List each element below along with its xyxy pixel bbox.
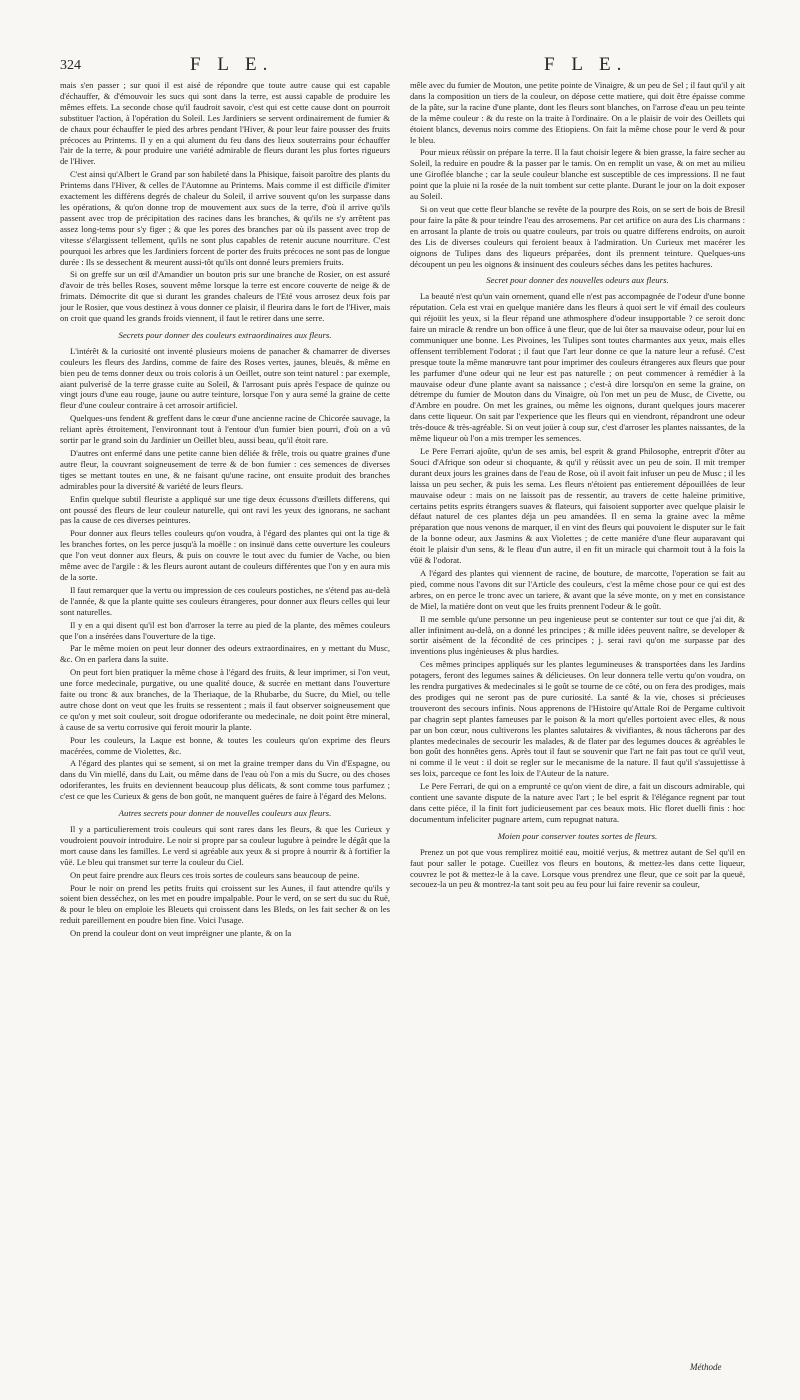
paragraph: On prend la couleur dont on veut impréigner une plante, & on la [70,928,292,939]
section-heading: Secrets pour donner des couleurs extraordinaires aux fleurs. [118,329,332,340]
running-head-left: F L E. [190,54,274,75]
section-heading: Autres secrets pour donner de nouvelles couleurs aux fleurs. [118,808,332,819]
paragraph: Il me semble qu'une personne un peu ingenieuse peut se contenter sur tout ce que j'ai dit, & aller infiniment au-delà, on a donné les principes ; & mille idées peuvent naître, se developer & sortir aisément de la fécondité de ces principes ; j. serai ravi qu'on me surpasse par des inventions plus ingénieuses & plus hardies. [410,613,745,657]
paragraph: Le Pere Ferrari, de qui on a emprunté ce qu'on vient de dire, a fait un discours admirable, qui contient une savante dispute de la nature avec l'art ; le bel esprit & l'élégance regnent par tout dans cette piéce, il la finit fort judicieusement par ces beaux mots. Hic floret duelli finis : hoc documentum infeliciter pugnare artem, cum repugnat natura. [410,781,745,824]
paragraph: A l'égard des plantes qui se sement, si on met la graine tremper dans du Vin d'Espagne, ou dans du Vin miellé, dans du Lait, ou même dans de l'eau où l'on a mis du Sucre, ou des choses odoriferantes, les fruits en deviennent beaucoup plus délicats, & sont comme tous parfumez ; c'est ce que les Curieux & gens de bon goût, ne manquent guéres de faire à l'égard des Melons. [60,758,390,802]
catchword: Méthode [690,1362,722,1372]
paragraph: Pour les couleurs, la Laque est bonne, & toutes les couleurs qu'on exprime des fleurs macérées, comme de Violettes, &c. [60,734,390,756]
paragraph: On peut fort bien pratiquer la même chose à l'égard des fruits, & leur imprimer, si l'on veut, une force medecinale, purgative, ou une qualité douce, & sucrée en mettant dans l'ouverture faite ou tronc & aux branches, de la Theriaque, de la Rhubarbe, du Sucre, du Miel, ou telle autre chose dont on veut que les fruits se ressentent ; mais il faut observer soigneusement que ce qu'on y met soit couleur, soit drogue odoriferante ou medecinale, ne doit point être mineral, à cause de sa vertu corrosive qui feroit mourir la plante. [60,667,390,732]
page-number: 324 [60,58,81,73]
section-heading: Moien pour conserver toutes sortes de fleurs. [497,830,658,841]
left-column [60,80,390,1380]
paragraph: Ces mêmes principes appliqués sur les plantes legumineuses & transportées dans les Jardins potagers, feront des legumes saines & délicieuses. On leur donnera telle vertu qu'on voudra, on les rendra purgatives & medecinales si le goût se tourne de ce côté, ou on fera des prodiges, mais des prodiges qui ne seront pas de pure curiosité. La santé & la vie, choses si précieuses trouveront des secours infinis. Nous apprenons de l'Histoire qu'Attale Roi de Pergame cultivoit par chagrin sept plantes fameuses par le poison & la mort qu'elles portoient avec elles, & nous par un bon cœur, nous cultiverons les plantes salutaires & vivifiantes, & nous tâcherons par des plantes medecinales de secourir les malades, & de flater par des legumes douces & agréables le bon goût des honnêtes gens. Après tout il faut se souvenir que l'art ne fait pas tout ce qu'il veut, ni comme il le veut : il doit se regler sur le mecanisme de la nature. Il faut qu'il s'assujettisse à ses loix, parceque ce font les loix de l'Auteur de la nature. [410,659,745,779]
paragraph: Pour mieux réüssir on prépare la terre. Il la faut choisir legere & bien grasse, la faire secher au Soleil, la reduire en poudre & la passer par le tamis. On en remplit un vase, & on met au milieu une Giroflée blanche ; car la seule couleur blanche est susceptible de ces impressions. Il ne faut point que la pluie ni la rosée de la nuit tombent sur cette plante. Durant le jour on la doit exposer au Soleil. [410,147,745,202]
paragraph: C'est ainsi qu'Albert le Grand par son habileté dans la Phisique, faisoit paroître des plants du Printems dans l'Hiver, & celles de l'Automne au Printems. Mais comme il est difficile d'imiter exactement les différens degrés de chaleur du Soleil, il arrive souvent qu'on les surpasse dans les opérations, & qu'on donne trop de mouvement aux sucs de la terre, d'où il arrive qu'ils passent avec trop de précipitation des racines dans les branches, & qu'ils ne s'y arrêtent pas assez long-tems pour s'y figer ; & que les pores des branches par où ils passent avec trop de vitesse s'élargissent tellement, qu'ils ne sont plus capables de retenir aucune nourriture. C'est pourquoi les arbres que les Jardiniers forcent de porter des fruits précoces ne sont pas de longue durée : Ils se dessechent & meurent aussi-tôt qu'ils ont donné leurs premiers fruits. [60,169,390,267]
section-heading: Secret pour donner des nouvelles odeurs aux fleurs. [486,275,669,286]
paragraph: Pour le noir on prend les petits fruits qui croissent sur les Aunes, il faut attendre qu'ils y soient bien desséchez, on les met en poudre impalpable. Pour le verd, on se sert du suc du Ruë, & pour le bleu on emploie les Bleuets qui croissent dans les Bleds, on les fait secher & on les reduit pareillement en poudre bien fine. Voici l'usage. [60,882,390,926]
paragraph: Enfin quelque subtil fleuriste a appliqué sur une tige deux écussons d'œillets differens, qui ont poussé des fleurs de leur couleur naturelle, qui ont ravi les yeux des ignorans, ne sachant pas la cause de ces diverses peintures. [60,493,390,526]
paragraph: mais s'en passer ; sur quoi il est aisé de répondre que toute autre cause qui est capable d'échauffer, & d'émouvoir les sucs qui sont dans la terre, est aussi capable de produire les mêmes effets. La seconde chose qu'il faudroit savoir, c'est qui est cette cause dont on pourroit substituer l'action, à l'opération du Soleil. Les Jardiniers se servent ordinairement de fumier & de chaux pour échauffer le pied des arbres pendant l'Hiver, & pour leur faire pousser des fruits précoces au Printems. Il y en a qui alument du feu dans des lieux souterrains pour échauffer l'air de la terre, & pour produire une variété admirable de fleurs durant les plus fortes rigueurs de l'Hiver. [60,80,390,167]
paragraph: Si on greffe sur un œil d'Amandier un bouton pris sur une branche de Rosier, on est assuré d'avoir de très belles Roses, souvent même lorsque la terre est encore couverte de neige & de frimats. Démocrite dit que si durant les grandes chaleurs de l'Eté vous arrosez deux fois par jour le Rosier, que vous destinez à vous donner ce plaisir, il fleurira dans le fort de l'Hiver, mais on croit que quand les grands froids viennent, il faut le retirer dans une serre. [60,269,390,324]
paragraph: A l'égard des plantes qui viennent de racine, de bouture, de marcotte, l'operation se fait au pied, comme nous l'avons dit sur l'Article des couleurs, c'est la même chose pour ce qui est des arbres, on en perce le tronc avec un tariere, & avant que la séve monte, on y met en consistance de Miel, la matiére dont on veut que les fruits prennent l'odeur & le goût. [410,567,745,611]
paragraph: Il y a particulierement trois couleurs qui sont rares dans les fleurs, & que les Curieux y voudroient pouvoir introduire. Le noir si propre par sa couleur lugubre à peindre le dégât que la mort cause dans les familles. Le verd si agréable aux yeux & si propre à nourrir & à fortifier la vûë. Le bleu qui transmet sur terre la couleur du Ciel. [60,824,390,867]
page-header [0,54,800,80]
running-head-right: F L E. [544,54,628,75]
paragraph: Par le même moien on peut leur donner des odeurs extraordinaires, en y mettant du Musc, &c. On en parlera dans la suite. [60,643,390,665]
right-column [410,80,745,1380]
paragraph: Prenez un pot que vous remplirez moitié eau, moitié verjus, & mettrez autant de Sel qu'il en faut pour saller le potage. Cueillez vos fleurs en boutons, & mettez-les dans cette liqueur, couvrez le pot & mettez-le à la cave. Lorsque vous prendrez une fleur, que ce soit par la queuë, secouez-la un peu & montrez-la tant soit peu au feu pour lui faire revenir sa couleur, [410,846,745,890]
paragraph: Il faut remarquer que la vertu ou impression de ces couleurs postiches, ne s'étend pas au-delà de l'année, & que la plante quitte ses couleurs étrangeres, pour donner aux fleurs celles qui leur sont naturelles. [60,584,390,617]
paragraph: D'autres ont enfermé dans une petite canne bien déliée & frêle, trois ou quatre graines d'une autre fleur, la couvrant soigneusement de terre & de bon fumier : ces semences de diverses tiges se mettant toutes en une, & ne faisant qu'une racine, ont ensuite produit des branches admirables pour la diversité & variété de leurs fleurs. [60,448,390,491]
paragraph: Si on veut que cette fleur blanche se revête de la pourpre des Rois, on se sert de bois de Bresil pour faire la pâte & pour teindre l'eau des arrosemens. Par cet artifice on aura des Lis charmans : en arrosant la plante de trois ou quatre couleurs, par trois ou quatre differens endroits, on auroit des Lis de diverses couleurs qui feroient beaux à l'admiration. Un Curieux met macérer les oignons de Tulipes dans des liqueurs préparées, dont ils prennent teinture. Quelques-uns découpent un peu les oignons & insinuent des couleurs séches dans les petites hachures. [410,203,745,269]
paragraph: Pour donner aux fleurs telles couleurs qu'on voudra, à l'égard des plantes qui ont la tige & les branches fortes, on les perce jusqu'à la moëlle : on insinuë dans cette ouverture les couleurs que l'on veut donner aux fleurs, & puis on couvre le tout avec du fumier de Vache, ou bien même avec de l'argile : & les fleurs auront autant de couleurs différentes que l'on y en aura mis de la sorte. [60,528,390,582]
paragraph: La beauté n'est qu'un vain ornement, quand elle n'est pas accompagnée de l'odeur d'une bonne réputation. Cela est vrai en quelque maniére dans les fleurs à quoi sert le vif émail des couleurs qui réjoüit les yeux, si la fleur répand une athmosphere d'odeur insupportable ? ce seroit donc faire un miracle & rendre un bon office à une fleur, que de lui ôter sa mauvaise odeur, pour lui en communiquer une bonne. Les Pivoines, les Tulipes sont toutes charmantes aux yeux, mais elles offensent terriblement l'odorat ; il faut que l'art leur donne ce que la nature leur a refusé. C'est presque toute la même manœuvre tant pour imprimer des couleurs étrangeres aux fleurs que pour les parfumer d'une odeur qui ne leur est pas naturelle ; on peut commencer à remédier à la mauvaise odeur d'une plante avant sa naissance ; c'est-à dire lorsqu'on en seme la graine, on détrempe du fumier de Mouton dans du Vinaigre, où l'on met un peu de Musc, de Civette, ou d'Ambre en poudre. On met les graines, ou même les oignons, durant quelques jours macerer dans cette liqueur. On sait par l'experience que les fleurs qui en viendront, répandront une odeur très-douce & très-agréable. Si on veut joüer à coup sur, c'est d'arroser les plantes naissantes, de la même liqueur où l'on a mis tremper les semences. [410,291,745,444]
paragraph: mêle avec du fumier de Mouton, une petite pointe de Vinaigre, & un peu de Sel ; il faut qu'il y ait dans la composition un tiers de la couleur, on dépose cette matiere, qui doit être épaisse comme de la pâte, sur la racine d'une plante, dont les fleurs sont blanches, on l'arrose d'eau un peu teinte de la même couleur : & du reste on la traite à l'ordinaire. On a le plaisir de voir des Oeillets qui étoient blancs, devenus noirs comme des Etiopiens. On fait la même chose pour le verd & pour le bleu. [410,80,745,145]
paragraph: Quelques-uns fendent & greffent dans le cœur d'une ancienne racine de Chicorée sauvage, la reliant après étroitement, l'environnant tout à l'entour d'un fumier bien pourri, d'où on a vû sortir par le grand soin du Jardinier un Oeillet bleu, aussi beau, qu'il étoit rare. [60,413,390,446]
paragraph: On peut faire prendre aux fleurs ces trois sortes de couleurs sans beaucoup de peine. [70,869,360,880]
paragraph: L'intérêt & la curiosité ont inventé plusieurs moiens de panacher & chamarrer de diverses couleurs les fleurs des Jardins, comme de faire des Roses vertes, jaunes, bleuës, & même en bien peu de tems donner deux ou trois coloris à un Oeillet, outre son teint naturel : par exemple, aiant pulverisé de la terre grasse cuite au Soleil, & l'arrosant puis après l'espace de quinze ou vingt jours d'une eau rouge, jaune ou autre teinture, lorsque l'on y aura semé la graine de cette fleur d'une couleur contraire à cet arrosoir artificiel. [60,345,390,411]
paragraph: Le Pere Ferrari ajoûte, qu'un de ses amis, bel esprit & grand Philosophe, entreprit d'ôter au Souci d'Afrique son odeur si choquante, & qu'il y réüssit avec un peu de soin. Il mit tremper durant deux jours les graines dans de l'eau de Rose, où il avoit fait infuser un peu de Musc ; il les laissa un peu secher, & puis les sema. Les fleurs n'étoient pas entierement dépouillées de leur mauvaise odeur : mais on ne laissoit pas de ressentir, au travers de cette haleine primitive, certains petits esprits étrangers suaves & flateurs, qui faisoient supporter avec quelque plaisir le défaut naturel de ces plantes déja un peu amandées. Il en sema la graine avec la même préparation que nous venons de marquer, il en vint des fleurs qui pouvoient le disputer sur le fait de la bonne odeur, aux Jasmins & aux Violettes ; de cette maniére d'une fleur auparavant qui étoit le plaisir d'un sens, & le fleau d'un autre, il en fit un miracle qui charmoit tout à la fois la vûë & l'odorat. [410,446,745,566]
paragraph: Il y en a qui disent qu'il est bon d'arroser la terre au pied de la plante, des mêmes couleurs que l'on a insérées dans l'ouverture de la tige. [60,619,390,641]
